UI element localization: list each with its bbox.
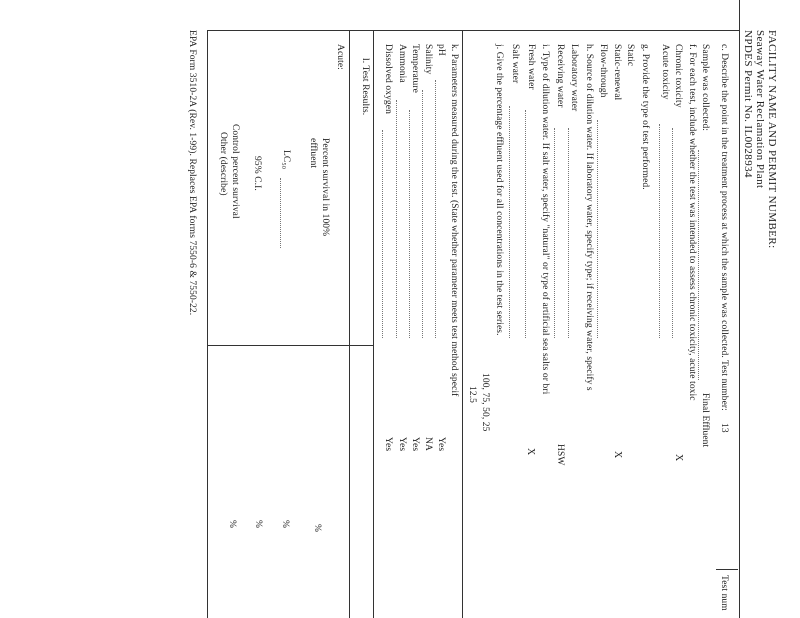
param-dissolved-oxygen-value: Yes (383, 437, 393, 452)
confidence-interval-unit: % (253, 520, 263, 529)
section-g-question: g. Provide the type of test performed. (640, 44, 650, 190)
control-survival-label-2: Other (describe) (218, 132, 228, 196)
confidence-interval-label: 95% C.I. (252, 156, 262, 191)
param-salinity-value: NA (423, 437, 433, 451)
flow-through-label: Flow-through (598, 44, 608, 98)
param-ph-label: pH (436, 44, 446, 56)
chronic-dotted-leader (672, 128, 673, 338)
test-number-cut-label: Test num (719, 575, 729, 611)
param-temperature-label: Temperature (410, 44, 420, 93)
facility-header-line1: FACILITY NAME AND PERMIT NUMBER: (766, 30, 778, 249)
control-survival-label-1: Control percent survival (230, 124, 240, 219)
param-ph-value: Yes (436, 437, 446, 452)
section-l-divider (373, 30, 374, 618)
facility-header-line3: NPDES Permit No. IL0028934 (742, 30, 754, 178)
param-dissolved-oxygen-label: Dissolved oxygen (383, 44, 393, 114)
sample-collected-value: Final Effluent (700, 393, 710, 448)
chronic-toxicity-label: Chronic toxicity (673, 44, 683, 108)
sample-dotted-leader (698, 150, 699, 380)
header-divider (739, 0, 740, 618)
receiving-water-label: Receiving water (555, 44, 565, 108)
fresh-water-mark: X (525, 448, 536, 456)
section-h-question: h. Source of dilution water. If laboratory water, specify type; if receiving water, specify s (584, 44, 594, 391)
form-left-rule (207, 30, 740, 31)
control-survival-unit: % (227, 520, 237, 529)
facility-header-line2: Seaway Water Reclamation Plant (754, 30, 766, 189)
section-k-divider (462, 30, 463, 618)
lc50-dotted-leader (280, 178, 281, 248)
salinity-dotted-leader (422, 90, 423, 338)
acute-toxicity-label: Acute toxicity (660, 44, 670, 100)
concentrations-line1: 100, 75, 50, 25 (480, 373, 490, 432)
concentrations-line2: 12.5 (467, 386, 477, 404)
receiving-dotted-leader (554, 128, 555, 338)
lc50-label: LC₅₀ (281, 150, 291, 170)
fresh-water-dotted-leader (525, 110, 526, 338)
percent-survival-label-1: Percent survival in 100% (320, 138, 330, 237)
results-table-top-rule (349, 30, 350, 618)
section-k-question: k. Parameters measured during the test. (State whether parameter meets test method specif (449, 44, 459, 397)
section-f-question: f. For each test, include whether the test was intended to assess chronic toxicity, acute toxic (687, 44, 697, 401)
acute-dotted-leader (659, 124, 660, 338)
test-number-value: 13 (719, 423, 729, 433)
static-label: Static (625, 44, 635, 67)
receiving-water-value: HSW (555, 444, 565, 466)
lc50-unit: % (280, 520, 290, 529)
results-table-bottom-rule (207, 30, 208, 618)
fresh-water-label: Fresh water (526, 44, 536, 90)
acute-results-label: Acute: (335, 44, 345, 70)
test-column-divider (716, 569, 738, 570)
temperature-dotted-leader (409, 110, 410, 338)
test-number-label: Test number: (719, 360, 729, 411)
laboratory-water-label: Laboratory water (569, 44, 579, 112)
static-renewal-label: Static-renewal (612, 44, 622, 101)
epa-form-footer: EPA Form 3510-2A (Rev. 1-99). Replaces EPA forms 7550-6 & 7550-22. (187, 30, 197, 316)
percent-survival-label-2: effluent (308, 138, 318, 169)
salt-water-label: Salt water (510, 44, 520, 84)
dissolved-oxygen-dotted-leader (382, 130, 383, 338)
section-i-question: i. Type of dilution water. If salt water, specify "natural" or type of artificial sea salts or bri (540, 44, 550, 395)
section-c-question: c. Describe the point in the treatment process at which the sample was collected. (719, 44, 729, 358)
param-ammonia-label: Ammonia (397, 44, 407, 83)
lab-water-dotted-leader (568, 128, 569, 338)
param-salinity-label: Salinity (423, 44, 433, 75)
sample-collected-label: Sample was collected: (700, 44, 710, 132)
section-l-title: l. Test Results. (360, 58, 370, 116)
flow-dotted-leader (597, 120, 598, 338)
param-temperature-value: Yes (410, 437, 420, 452)
ammonia-dotted-leader (396, 100, 397, 338)
salt-water-dotted-leader (509, 106, 510, 338)
param-ammonia-value: Yes (397, 437, 407, 452)
results-column-divider (208, 345, 373, 346)
section-j-question: j. Give the percentage effluent used for all concentrations in the test series. (494, 44, 504, 336)
percent-survival-unit: % (312, 524, 322, 533)
static-renewal-mark: X (612, 451, 623, 459)
ph-dotted-leader (435, 80, 436, 338)
chronic-toxicity-mark: X (673, 454, 684, 462)
